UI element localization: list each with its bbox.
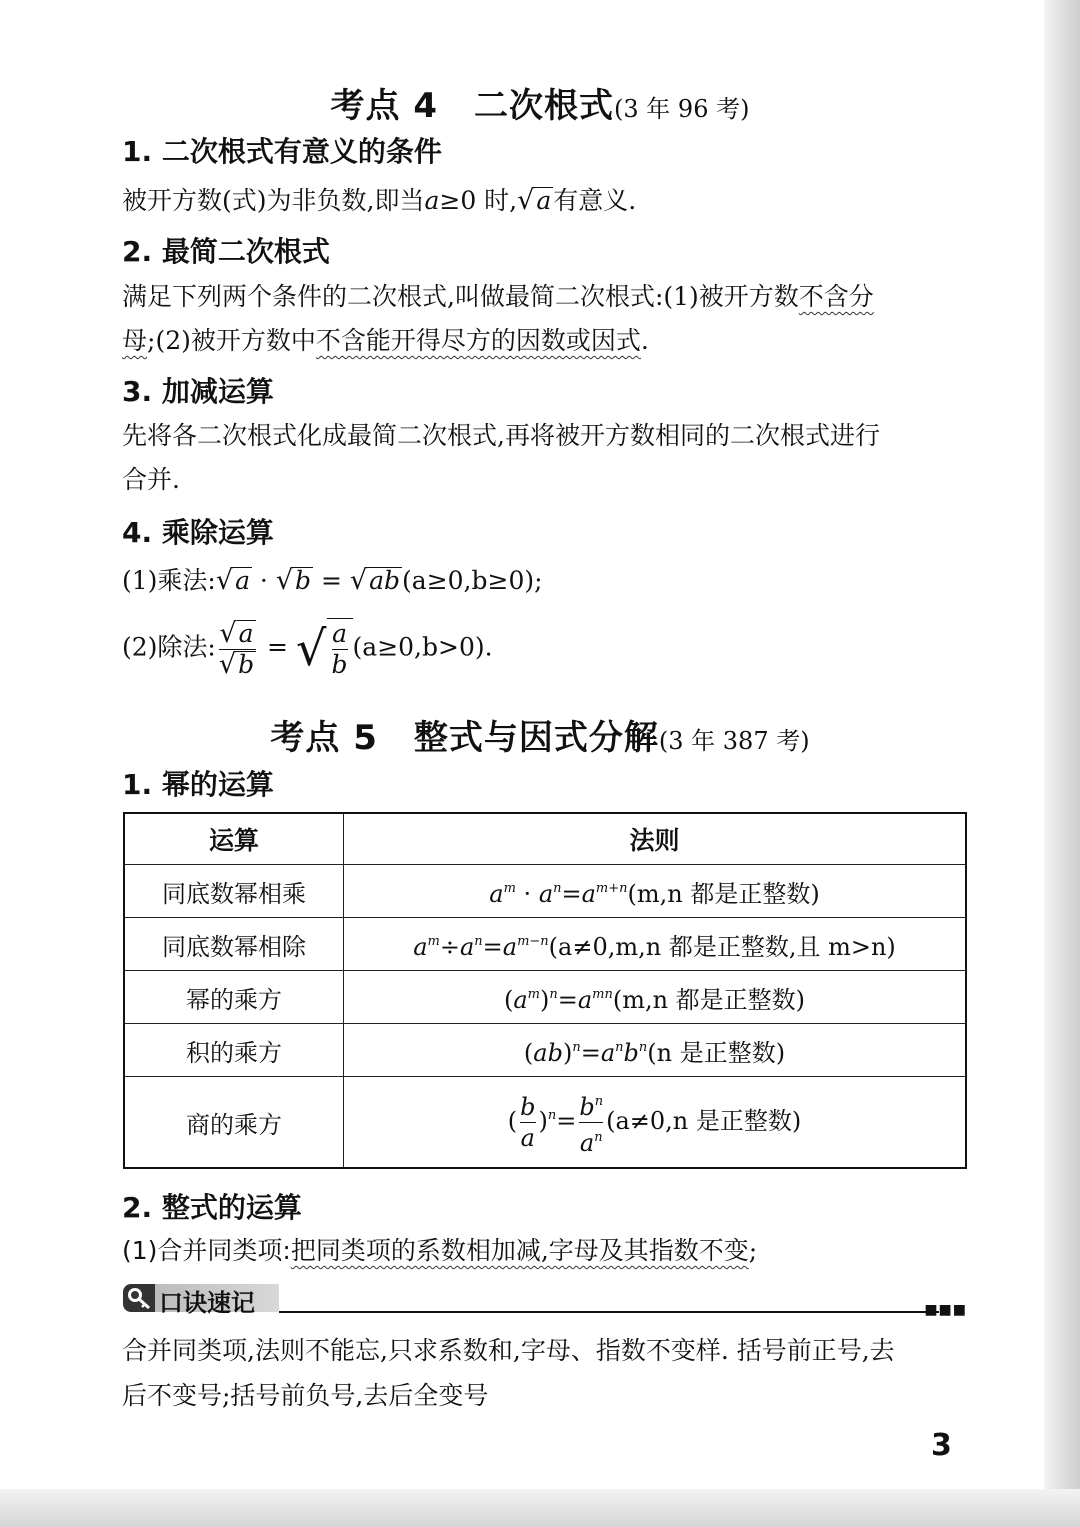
heading-multiply-divide: 4. 乘除运算 (122, 516, 274, 549)
formula-multiply: (1)乘法:√a · √b = √ab(a≥0,b≥0); (122, 565, 543, 596)
heading-add-subtract: 3. 加减运算 (122, 375, 274, 408)
section-4-title (0, 78, 1080, 127)
key-icon (127, 1286, 153, 1310)
section-4-label: 考点 4 (330, 86, 439, 126)
rule-cell: $a^m \cdot a^n=a^{m+n}(m,n$ 都是正整数) (344, 865, 967, 918)
rule-cell: ( $\frac{b}{a}$ )$^n$= $\frac{b^n}{a^n}$ (a≠0,n 是正整数) (344, 1077, 967, 1169)
page-number: 3 (931, 1428, 952, 1463)
rule-cell: $(ab)^n=a^nb^n(n$ 是正整数) (344, 1024, 967, 1077)
para-add-subtract-line1: 先将各二次根式化成最简二次根式,再将被开方数相同的二次根式进行 (122, 421, 880, 450)
heading-radical-condition: 1. 二次根式有意义的条件 (122, 135, 442, 168)
para-radical-condition: 被开方数(式)为非负数,即当a≥0 时,√a有意义. (122, 185, 637, 216)
heading-polynomial-operations: 2. 整式的运算 (122, 1191, 302, 1224)
para-combine-like-terms: (1)合并同类项:把同类项的系数相加减,字母及其指数不变; (122, 1236, 758, 1265)
table-header-row (124, 813, 966, 865)
table-row: 同底数幂相乘 $a^m \cdot a^n=a^{m+n}(m,n$ 都是正整数) (124, 865, 966, 918)
tip-text-line1: 合并同类项,法则不能忘,只求系数和,字母、指数不变样. 括号前正号,去 (122, 1336, 895, 1365)
tip-label: 口诀速记 (159, 1289, 255, 1317)
rule-cell: $a^m\div a^n=a^{m-n}(a\ne 0,m,n$ 都是正整数,且 m>n) (344, 918, 967, 971)
page-edge-right (1044, 0, 1080, 1527)
tip-dots: ■■■ (924, 1302, 967, 1318)
heading-power-operations: 1. 幂的运算 (122, 768, 274, 801)
table-row: 幂的乘方 $(a^m)^n=a^{mn}(m,n$ 都是正整数) (124, 971, 966, 1024)
section-5-name: 整式与因式分解 (413, 718, 659, 758)
section-4-note: (3 年 96 考) (614, 95, 750, 123)
page-edge-bottom (0, 1489, 1080, 1527)
section-5-title (0, 710, 1080, 759)
table-row: 同底数幂相除 $a^m\div a^n=a^{m-n}(a\ne 0,m,n$ 都是正整数,且 m>n) (124, 918, 966, 971)
tip-divider (279, 1311, 939, 1313)
power-rules-table (123, 812, 967, 1169)
tip-text-line2: 后不变号;括号前负号,去后全变号 (122, 1381, 489, 1410)
tip-banner (123, 1284, 967, 1318)
para-simplest-radical-line2: 母;(2)被开方数中不含能开得尽方的因数或因式. (122, 326, 649, 355)
section-5-note: (3 年 387 考) (658, 727, 810, 755)
formula-divide: (2)除法: $\frac{√a}{√b}$ = √ $\frac{a}{b}$ (a≥0,b>0). (122, 617, 493, 680)
table-row: 积的乘方 $(ab)^n=a^nb^n(n$ 是正整数) (124, 1024, 966, 1077)
para-add-subtract-line2: 合并. (122, 465, 180, 494)
tip-tag (123, 1284, 279, 1317)
fraction-sqrt-a-over-sqrt-b: $\frac{√a}{√b}$ (218, 617, 255, 680)
table-row: 商的乘方 ( $\frac{b}{a}$ )$^n$= $\frac{b^n}{a^n}$ (a≠0,n 是正整数) (124, 1077, 966, 1169)
rule-cell: $(a^m)^n=a^{mn}(m,n$ 都是正整数) (344, 971, 967, 1024)
section-5-label: 考点 5 (270, 718, 378, 758)
para-simplest-radical-line1: 满足下列两个条件的二次根式,叫做最简二次根式:(1)被开方数不含分 (122, 282, 874, 311)
heading-simplest-radical: 2. 最简二次根式 (122, 235, 330, 268)
table-header-operation: 运算 (124, 813, 344, 865)
fraction-a-over-b: $\frac{a}{b}$ (331, 619, 348, 679)
section-4-name: 二次根式 (474, 86, 615, 126)
table-header-rule: 法则 (344, 813, 967, 865)
